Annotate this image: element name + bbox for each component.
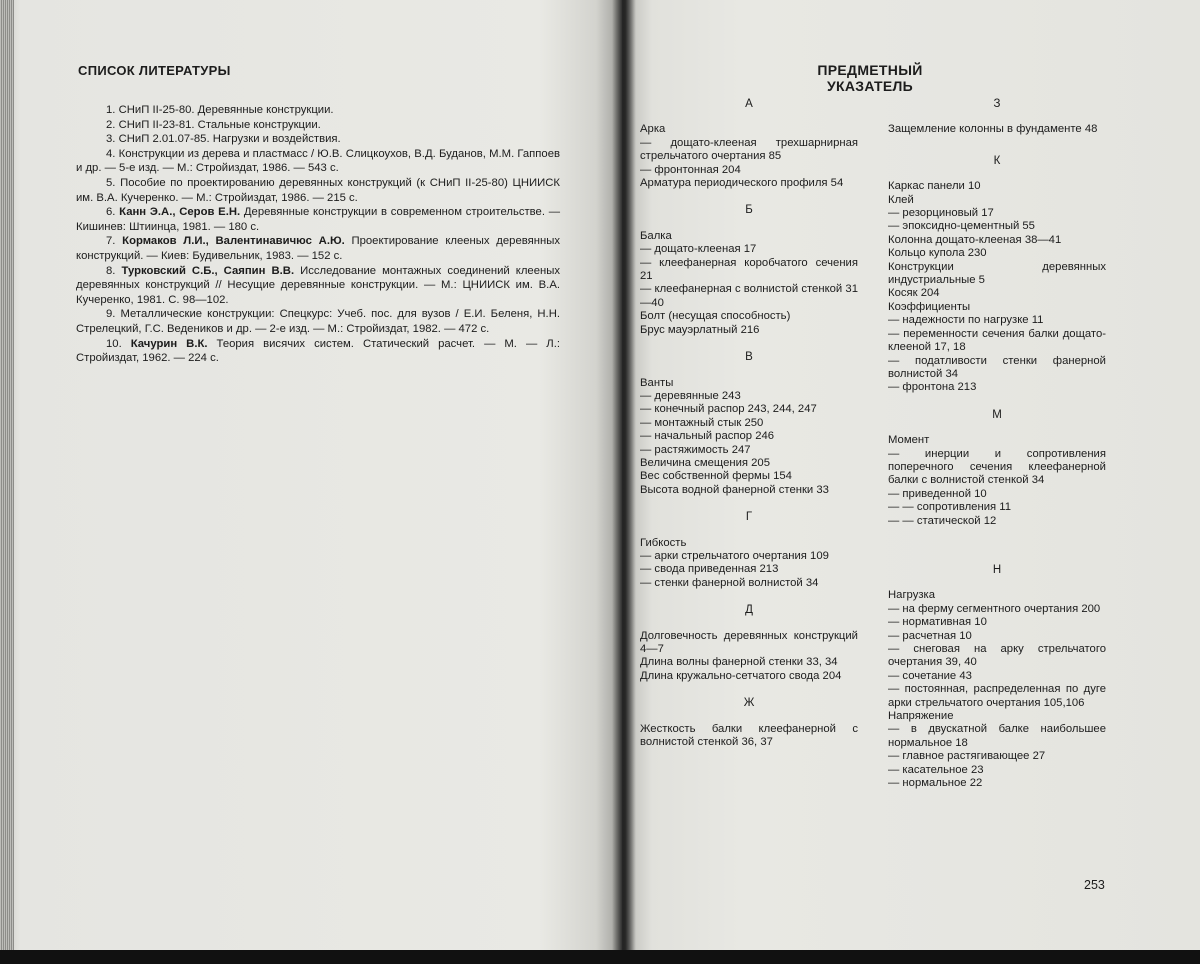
reference-item: [76, 132, 560, 147]
index-section: [640, 697, 858, 749]
index-entry: — свода приведенная 213: [640, 563, 779, 576]
index-entry: Вес собственной фермы 154: [640, 470, 792, 483]
index-entry: Косяк 204: [888, 287, 940, 300]
index-entry: — главное растягивающее 27: [888, 750, 1046, 763]
reference-number: 4.: [106, 147, 119, 160]
index-column-2: [888, 98, 1106, 790]
index-entry: Высота водной фанерной стенки 33: [640, 483, 829, 496]
index-entry: — нормативная 10: [888, 616, 987, 629]
index-section: [640, 98, 858, 190]
index-entry: — в двускатной балке наибольшее нормальное 18: [888, 723, 1106, 749]
reference-number: 2.: [106, 118, 119, 131]
index-entry: Защемление колонны в фундаменте 48: [888, 123, 1098, 136]
index-entry: Коэффициенты: [888, 300, 971, 313]
index-entry: Арка: [640, 123, 666, 136]
index-entry: — постоянная, распределенная по дуге арки стрельчатого очертания 105,106: [888, 683, 1106, 709]
reference-text: СНиП II-25-80. Деревянные конструкции.: [118, 104, 334, 116]
index-letter-heading: Ж: [743, 697, 755, 710]
index-section: [640, 511, 858, 590]
index-letter-heading: К: [993, 154, 1001, 167]
index-entry: — резорциновый 17: [888, 207, 994, 220]
reference-item: [76, 147, 560, 176]
index-letter-heading: Д: [745, 604, 753, 617]
index-entry: — арки стрельчатого очертания 109: [640, 549, 829, 562]
index-entry: — на ферму сегментного очертания 200: [888, 602, 1101, 615]
reference-item: [76, 176, 560, 205]
reference-text: Конструкции из дерева и пластмасс / Ю.В. Слицкоухов, В.Д. Буданов, М.М. Гаппоев и др. — 5-е изд. — М.: Стройиздат, 1986. — 543 с.: [76, 147, 560, 175]
index-entry: Длина кружально-сетчатого свода 204: [640, 669, 842, 682]
reference-item: [76, 307, 560, 336]
book-gutter: [612, 0, 636, 964]
index-entry: — — статической 12: [888, 514, 997, 527]
index-entry: Конструкции деревянных индустриальные 5: [888, 260, 1106, 287]
reference-text: СНиП 2.01.07-85. Нагрузки и воздействия.: [118, 133, 341, 146]
reference-number: 3.: [106, 133, 119, 146]
index-entry: — деревянные 243: [640, 389, 741, 402]
reference-item: [76, 103, 560, 118]
index-letter-heading: Н: [992, 563, 1002, 576]
reference-number: 10.: [106, 337, 131, 350]
index-entry: Жесткость балки клеефанерной с волнистой стенкой 36, 37: [640, 722, 858, 749]
reference-item: [76, 118, 560, 133]
index-entry: — сочетание 43: [888, 669, 972, 682]
index-entry: — растяжимость 247: [640, 443, 751, 456]
index-entry: Арматура периодического профиля 54: [640, 177, 844, 190]
reference-text: Металлические конструкции: Спецкурс: Учеб. пос. для вузов / Е.И. Беленя, Н.Н. Стрелецкий, Г.С. Ведеников и др. — 2-е изд. — М.: Стройиздат, 1982. — 472 с.: [76, 308, 560, 335]
index-letter-heading: В: [745, 351, 753, 364]
index-letter-heading: А: [745, 98, 753, 110]
index-entry: Клей: [888, 193, 914, 206]
index-section: [888, 155, 1106, 395]
index-section: [640, 204, 858, 337]
index-entry: — инерции и сопротивления поперечного сечения клеефанерной балки с волнистой стенкой 34: [888, 447, 1106, 487]
index-entry: Длина волны фанерной стенки 33, 34: [640, 656, 838, 669]
index-entry: Гибкость: [640, 536, 687, 549]
reference-item: [76, 337, 560, 366]
reference-number: 7.: [106, 235, 123, 248]
index-entry: Кольцо купола 230: [888, 247, 987, 260]
index-entry: Момент: [888, 434, 930, 447]
index-letter-heading: Г: [745, 511, 753, 524]
reference-authors: Кормаков Л.И., Валентинавичюс А.Ю.: [122, 235, 345, 248]
index-entry: Брус мауэрлатный 216: [640, 323, 760, 336]
index-entry: — нормальное 22: [888, 777, 983, 790]
index-entry: — стенки фанерной волнистой 34: [640, 576, 819, 589]
index-entry: — касательное 23: [888, 763, 984, 776]
index-section: [640, 604, 858, 683]
index-entry: — клеефанерная с волнистой стенкой 31—40: [640, 283, 858, 309]
reference-number: 9.: [106, 308, 121, 321]
reference-text: Теория висячих систем. Статический расчет. — М. — Л.: Стройиздат, 1962. — 224 с.: [76, 337, 561, 365]
reference-text: Проектирование клееных деревянных конструкций. — Киев: Будивельник, 1983. — 152 с.: [76, 235, 560, 262]
index-entry: — фронтона 213: [888, 381, 977, 394]
index-entry: — снеговая на арку стрельчатого очертания 39, 40: [888, 643, 1106, 669]
reference-number: 8.: [106, 264, 122, 277]
reference-authors: Канн Э.А., Серов Е.Н.: [119, 206, 241, 219]
reference-number: 1.: [106, 104, 119, 116]
index-entry: Балка: [640, 229, 672, 242]
page-stack-edge: [0, 0, 14, 964]
index-entry: — дощато-клееная трехшарнирная стрельчатого очертания 85: [640, 136, 858, 163]
index-letter-heading: Б: [745, 204, 753, 217]
reference-number: 5.: [106, 176, 121, 189]
index-title: [770, 62, 970, 94]
reference-item: [76, 234, 560, 263]
reference-text: СНиП II-23-81. Стальные конструкции.: [118, 118, 321, 131]
bibliography-title: СПИСОК ЛИТЕРАТУРЫ: [78, 63, 231, 78]
index-entry: Каркас панели 10: [888, 180, 981, 193]
reference-item: [76, 264, 560, 308]
index-title-line2: УКАЗАТЕЛЬ: [826, 78, 914, 94]
reference-item: [76, 205, 560, 234]
index-entry: — приведенной 10: [888, 487, 987, 500]
index-entry: — начальный распор 246: [640, 430, 775, 443]
page-number: 253: [1084, 878, 1105, 892]
index-entry: — дощато-клееная 17: [640, 243, 757, 256]
index-entry: Долговечность деревянных конструкций 4—7: [640, 629, 858, 655]
index-entry: — — сопротивления 11: [888, 501, 1011, 514]
index-title-line1: ПРЕДМЕТНЫЙ: [817, 62, 923, 78]
index-entry: — эпоксидно-цементный 55: [888, 220, 1035, 233]
index-entry: Болт (несущая способность): [640, 310, 791, 323]
index-letter-heading: З: [993, 98, 1001, 110]
bottom-edge: [0, 950, 1200, 964]
index-entry: — податливости стенки фанерной волнистой 34: [888, 354, 1106, 380]
index-entry: — конечный распор 243, 244, 247: [640, 403, 817, 416]
index-section: [888, 409, 1106, 528]
reference-authors: Турковский С.Б., Саяпин В.В.: [121, 264, 295, 277]
index-entry: Ванты: [640, 376, 674, 389]
reference-number: 6.: [106, 206, 120, 219]
reference-text: Деревянные конструкции в современном строительстве. — Кишинев: Штиинца, 1981. — 180 с.: [76, 206, 561, 233]
index-section: [888, 564, 1106, 791]
reference-list: [76, 103, 560, 366]
index-entry: — переменности сечения балки дощато-клееной 17, 18: [888, 327, 1106, 354]
index-entry: — надежности по нагрузке 11: [888, 314, 1044, 327]
index-entry: Величина смещения 205: [640, 456, 771, 469]
index-letter-heading: М: [992, 408, 1002, 421]
index-column-1: [640, 98, 858, 749]
index-entry: — клеефанерная коробчатого сечения 21: [640, 256, 858, 283]
index-entry: Нагрузка: [888, 589, 936, 602]
reference-authors: Качурин В.К.: [130, 337, 208, 350]
index-section: [640, 351, 858, 497]
index-entry: — расчетная 10: [888, 629, 972, 642]
index-entry: Напряжение: [888, 710, 954, 723]
index-entry: — монтажный стык 250: [640, 416, 764, 429]
index-entry: — фронтонная 204: [640, 163, 741, 176]
index-entry: Колонна дощато-клееная 38—41: [888, 233, 1062, 246]
reference-text: Исследование монтажных соединений клееных деревянных конструкций // Несущие деревянные конструкции. — М.: ЦНИИСК им. В.А. Кучеренко, 1981. С. 98—102.: [76, 264, 560, 306]
reference-text: Пособие по проектированию деревянных конструкций (к СНиП II-25-80) ЦНИИСК им. В.А. Кучеренко. — М.: Стройиздат, 1986. — 215 с.: [76, 176, 560, 204]
index-section: [888, 98, 1106, 137]
